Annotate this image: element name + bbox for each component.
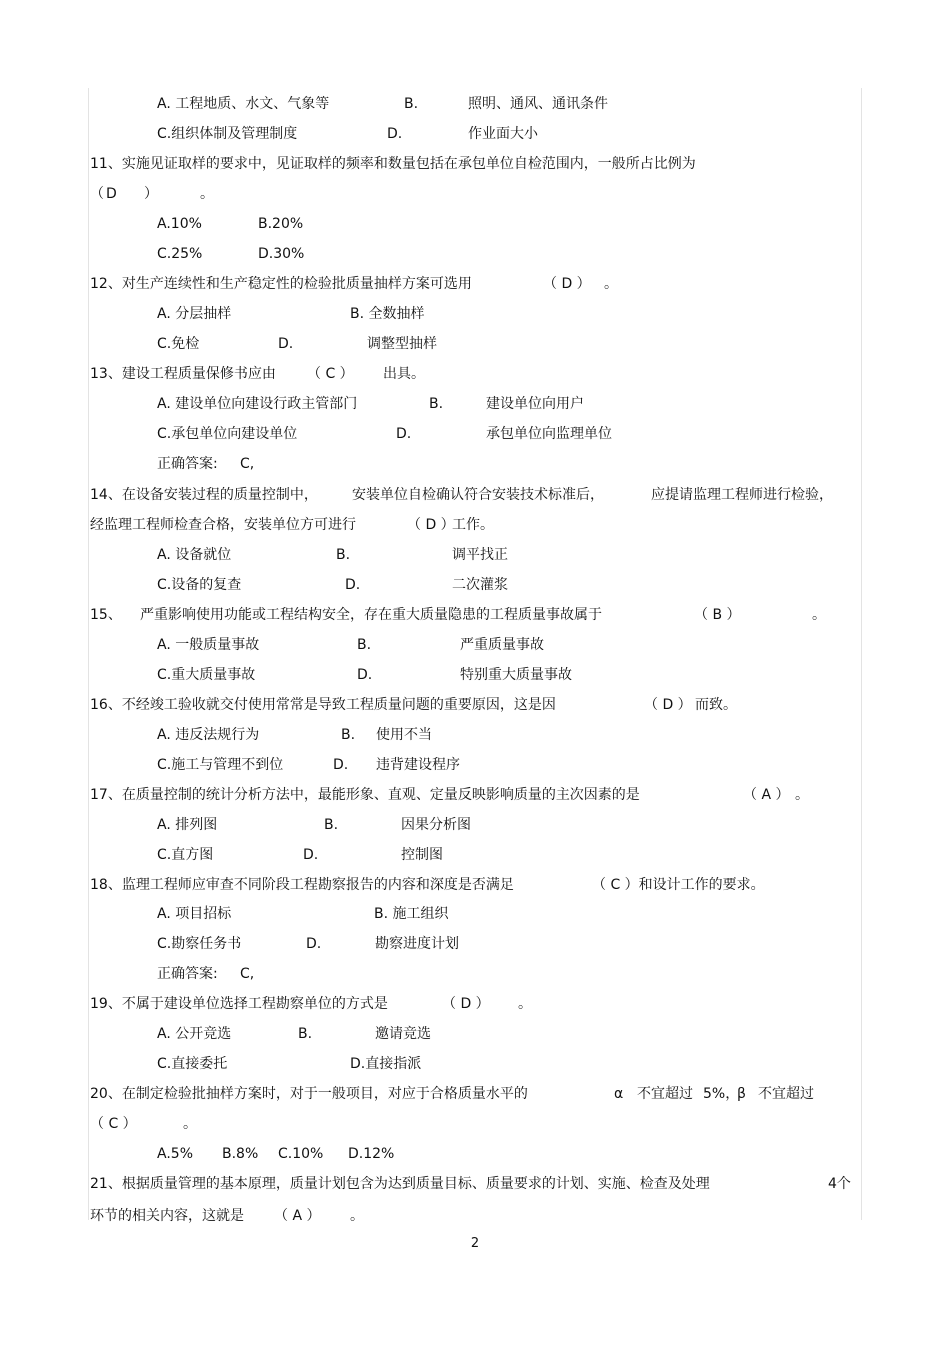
text-segment: 工作。 xyxy=(452,517,494,533)
text-segment: 18、监理工程师应审查不同阶段工程勘察报告的内容和深度是否满足 xyxy=(90,877,514,893)
text-segment: 安装单位自检确认符合安装技术标准后， xyxy=(352,487,604,503)
text-segment: 。 xyxy=(350,1208,364,1224)
text-segment: 正确答案: xyxy=(157,966,218,982)
text-segment: D. xyxy=(357,667,373,683)
text-segment: 21、根据质量管理的基本原理，质量计划包含为达到质量目标、质量要求的计划、实施、检查及处理 xyxy=(90,1176,710,1192)
text-segment: 。 xyxy=(518,996,532,1012)
text-segment: 13、建设工程质量保修书应由 xyxy=(90,366,276,382)
text-segment: C, xyxy=(240,966,255,982)
text-segment: 严重质量事故 xyxy=(460,637,544,653)
text-segment: C.重大质量事故 xyxy=(157,667,256,683)
text-segment: （ D ） xyxy=(543,276,591,292)
text-segment: 勘察进度计划 xyxy=(375,936,459,952)
text-segment: 控制图 xyxy=(401,847,443,863)
text-segment: 调平找正 xyxy=(452,547,508,563)
text-segment: 应提请监理工程师进行检验， xyxy=(651,487,833,503)
text-segment: 严重影响使用功能或工程结构安全，存在重大质量隐患的工程质量事故属于 xyxy=(140,607,602,623)
text-segment: A. 建设单位向建设行政主管部门 xyxy=(157,396,358,412)
text-segment: 20、在制定检验批抽样方案时，对于一般项目，对应于合格质量水平的 xyxy=(90,1086,528,1102)
text-segment: D. xyxy=(278,336,294,352)
right-margin-line xyxy=(861,88,862,1220)
text-segment: A. 设备就位 xyxy=(157,547,232,563)
text-segment: B. xyxy=(404,96,419,112)
text-segment: C.施工与管理不到位 xyxy=(157,757,284,773)
text-segment: B.8% xyxy=(222,1146,259,1162)
text-segment: D. xyxy=(303,847,319,863)
text-segment: 12、对生产连续性和生产稳定性的检验批质量抽样方案可选用 xyxy=(90,276,472,292)
text-segment: D. xyxy=(306,936,322,952)
text-segment: 4个 xyxy=(828,1176,851,1192)
text-segment: C.承包单位向建设单位 xyxy=(157,426,298,442)
text-segment: C.直接委托 xyxy=(157,1056,228,1072)
text-segment: 调整型抽样 xyxy=(367,336,437,352)
text-segment: 。 xyxy=(183,1116,197,1132)
text-segment: D.12% xyxy=(348,1146,395,1162)
text-segment: 17、在质量控制的统计分析方法中，最能形象、直观、定量反映影响质量的主次因素的是 xyxy=(90,787,640,803)
text-segment: B. xyxy=(336,547,351,563)
text-segment: B. 施工组织 xyxy=(374,906,449,922)
text-segment: C.25% xyxy=(157,246,203,262)
text-segment: C.免检 xyxy=(157,336,200,352)
text-segment: D. xyxy=(345,577,361,593)
text-segment: A. 排列图 xyxy=(157,817,218,833)
text-segment: （ xyxy=(90,186,104,202)
text-segment: 。 xyxy=(200,186,214,202)
text-segment: （ C ） xyxy=(307,366,354,382)
text-segment: （ D ） xyxy=(644,697,692,713)
text-segment: C.10% xyxy=(278,1146,324,1162)
text-segment: （ A ） xyxy=(743,787,790,803)
text-segment: A. 一般质量事故 xyxy=(157,637,260,653)
text-segment: 承包单位向监理单位 xyxy=(486,426,612,442)
text-segment: 不宜超过 xyxy=(637,1086,693,1102)
text-segment: A. 违反法规行为 xyxy=(157,727,260,743)
text-segment: 19、不属于建设单位选择工程勘察单位的方式是 xyxy=(90,996,388,1012)
text-segment: 15、 xyxy=(90,607,122,623)
text-segment: B. xyxy=(298,1026,313,1042)
left-margin-line xyxy=(88,88,89,1220)
text-segment: C.设备的复查 xyxy=(157,577,242,593)
text-segment: D. xyxy=(333,757,349,773)
text-segment: D.直接指派 xyxy=(350,1056,422,1072)
page-number: 2 xyxy=(470,1236,480,1251)
text-segment: B.20% xyxy=(258,216,304,232)
text-segment: A. 分层抽样 xyxy=(157,306,232,322)
text-segment: A.10% xyxy=(157,216,202,232)
text-segment: 二次灌浆 xyxy=(452,577,508,593)
text-segment: B. 全数抽样 xyxy=(350,306,425,322)
text-segment: D.30% xyxy=(258,246,305,262)
text-segment: 作业面大小 xyxy=(468,126,538,142)
text-segment: （ C ） xyxy=(90,1116,137,1132)
text-segment: B. xyxy=(429,396,444,412)
text-segment: A. 项目招标 xyxy=(157,906,232,922)
text-segment: A.5% xyxy=(157,1146,193,1162)
text-segment: 建设单位向用户 xyxy=(486,396,584,412)
text-segment: （ D ） xyxy=(442,996,490,1012)
text-segment: 。 xyxy=(812,607,826,623)
text-segment: 邀请竞选 xyxy=(375,1026,431,1042)
text-segment: 。 xyxy=(795,787,809,803)
text-segment: B. xyxy=(357,637,372,653)
text-segment: （ C ）和设计工作的要求。 xyxy=(592,877,765,893)
text-segment: A. 工程地质、水文、气象等 xyxy=(157,96,330,112)
text-segment: 因果分析图 xyxy=(401,817,471,833)
text-segment: α xyxy=(614,1086,624,1102)
text-segment: 照明、通风、通讯条件 xyxy=(468,96,608,112)
text-segment: 特别重大质量事故 xyxy=(460,667,572,683)
text-segment: B. xyxy=(341,727,356,743)
text-segment: 出具。 xyxy=(383,366,425,382)
text-segment: ） xyxy=(144,186,158,202)
text-segment: C, xyxy=(240,456,255,472)
text-segment: 环节的相关内容，这就是 xyxy=(90,1208,244,1224)
text-segment: B. xyxy=(324,817,339,833)
text-segment: C.组织体制及管理制度 xyxy=(157,126,298,142)
text-segment: （ B ） xyxy=(694,607,741,623)
text-segment: 使用不当 xyxy=(376,727,432,743)
text-segment: 经监理工程师检查合格，安装单位方可进行 xyxy=(90,517,356,533)
text-segment: D. xyxy=(396,426,412,442)
text-segment: 5%， xyxy=(703,1086,740,1102)
text-segment: A. 公开竞选 xyxy=(157,1026,232,1042)
text-segment: 14、在设备安装过程的质量控制中， xyxy=(90,487,318,503)
text-segment: C.直方图 xyxy=(157,847,214,863)
text-segment: 而致。 xyxy=(695,697,737,713)
text-segment: （ D ） xyxy=(407,517,455,533)
text-segment: （ A ） xyxy=(274,1208,321,1224)
text-segment: 。 xyxy=(604,276,618,292)
text-segment: 11、实施见证取样的要求中，见证取样的频率和数量包括在承包单位自检范围内，一般所占比例为 xyxy=(90,156,696,172)
text-segment: 16、不经竣工验收就交付使用常常是导致工程质量问题的重要原因，这是因 xyxy=(90,697,556,713)
text-segment: D xyxy=(106,186,117,202)
text-segment: 正确答案: xyxy=(157,456,218,472)
text-segment: β xyxy=(737,1086,746,1102)
text-segment: C.勘察任务书 xyxy=(157,936,242,952)
text-segment: D. xyxy=(387,126,403,142)
text-segment: 不宜超过 xyxy=(758,1086,814,1102)
text-segment: 违背建设程序 xyxy=(376,757,460,773)
